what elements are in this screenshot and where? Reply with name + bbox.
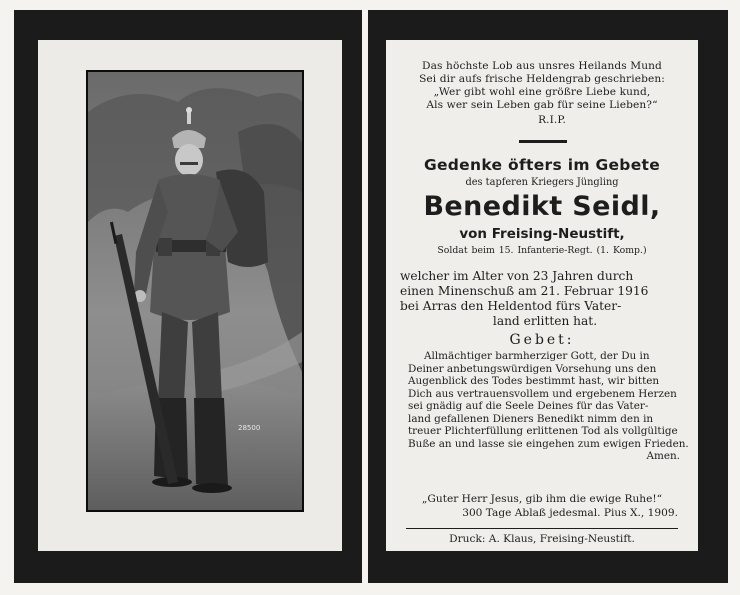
soldier-photo bbox=[88, 72, 302, 510]
prayer-line: land gefallenen Dieners Benedikt nimm den in bbox=[408, 412, 654, 425]
prayer-line: Augenblick des Todes bestimmt hast, wir bitten bbox=[408, 375, 660, 387]
prayer-line: Allmächtiger barmherziger Gott, der Du in bbox=[424, 350, 650, 362]
right-card-border bbox=[368, 10, 728, 583]
rip: R.I.P. bbox=[538, 114, 566, 126]
left-card-paper bbox=[38, 40, 342, 551]
poem-line: „Wer gibt wohl eine größre Liebe kund, bbox=[433, 86, 651, 98]
hometown: von Freising-Neustift, bbox=[459, 226, 625, 242]
left-card-border bbox=[14, 10, 362, 583]
face bbox=[175, 144, 203, 176]
amen: Amen. bbox=[646, 450, 680, 462]
prayer bbox=[408, 350, 690, 463]
poem-line: Das höchste Lob aus unsres Heilands Mund bbox=[422, 60, 662, 72]
closing-quote: „Guter Herr Jesus, gib ihm die ewige Ruhe!“ bbox=[421, 493, 663, 505]
bio-line: einen Minenschuß am 21. Februar 1916 bbox=[400, 284, 649, 298]
poem-line: Als wer sein Leben gab für seine Lieben?“ bbox=[426, 99, 658, 111]
footer-rule bbox=[406, 528, 678, 529]
right-card-paper bbox=[386, 40, 698, 551]
biography bbox=[400, 269, 690, 329]
prayer-line: sei gnädig auf die Seele Deines für das Vater- bbox=[408, 400, 649, 412]
bio-line: land erlitten hat. bbox=[492, 314, 598, 328]
bio-line: welcher im Alter von 23 Jahren durch bbox=[400, 269, 634, 283]
poem-line: Sei dir aufs frische Heldengrab geschrieben: bbox=[419, 73, 665, 85]
bio-line: bei Arras den Heldentod fürs Vater- bbox=[400, 299, 622, 313]
divider bbox=[519, 140, 567, 143]
printer-credit: Druck: A. Klaus, Freising-Neustift. bbox=[449, 533, 635, 545]
trousers bbox=[158, 312, 188, 402]
prayer-line: Dich aus vertrauensvollem und ergebenem Herzen bbox=[408, 387, 677, 400]
prayer-line: treuer Plichterfüllung erlittenen Tod als vollgültige bbox=[408, 425, 678, 437]
photo-caption: 28500 bbox=[238, 424, 261, 432]
regiment: Soldat beim 15. Infanterie-Regt. (1. Komp.) bbox=[437, 245, 647, 256]
prayer-line: Deiner anbetungswürdigen Vorsehung uns den bbox=[408, 362, 657, 375]
heading-gedenke: Gedenke öfters im Gebete bbox=[423, 156, 661, 174]
photo-frame bbox=[86, 70, 304, 512]
poem bbox=[386, 60, 698, 127]
heading-tapferen: des tapferen Kriegers Jüngling bbox=[465, 177, 619, 188]
deceased-name: Benedikt Seidl, bbox=[423, 191, 661, 222]
indulgence-note: 300 Tage Ablaß jedesmal. Pius X., 1909. bbox=[462, 507, 678, 519]
prayer-line: Buße an und lasse sie eingehen zum ewigen Frieden. bbox=[408, 437, 689, 450]
prayer-title: Gebet: bbox=[509, 332, 575, 348]
